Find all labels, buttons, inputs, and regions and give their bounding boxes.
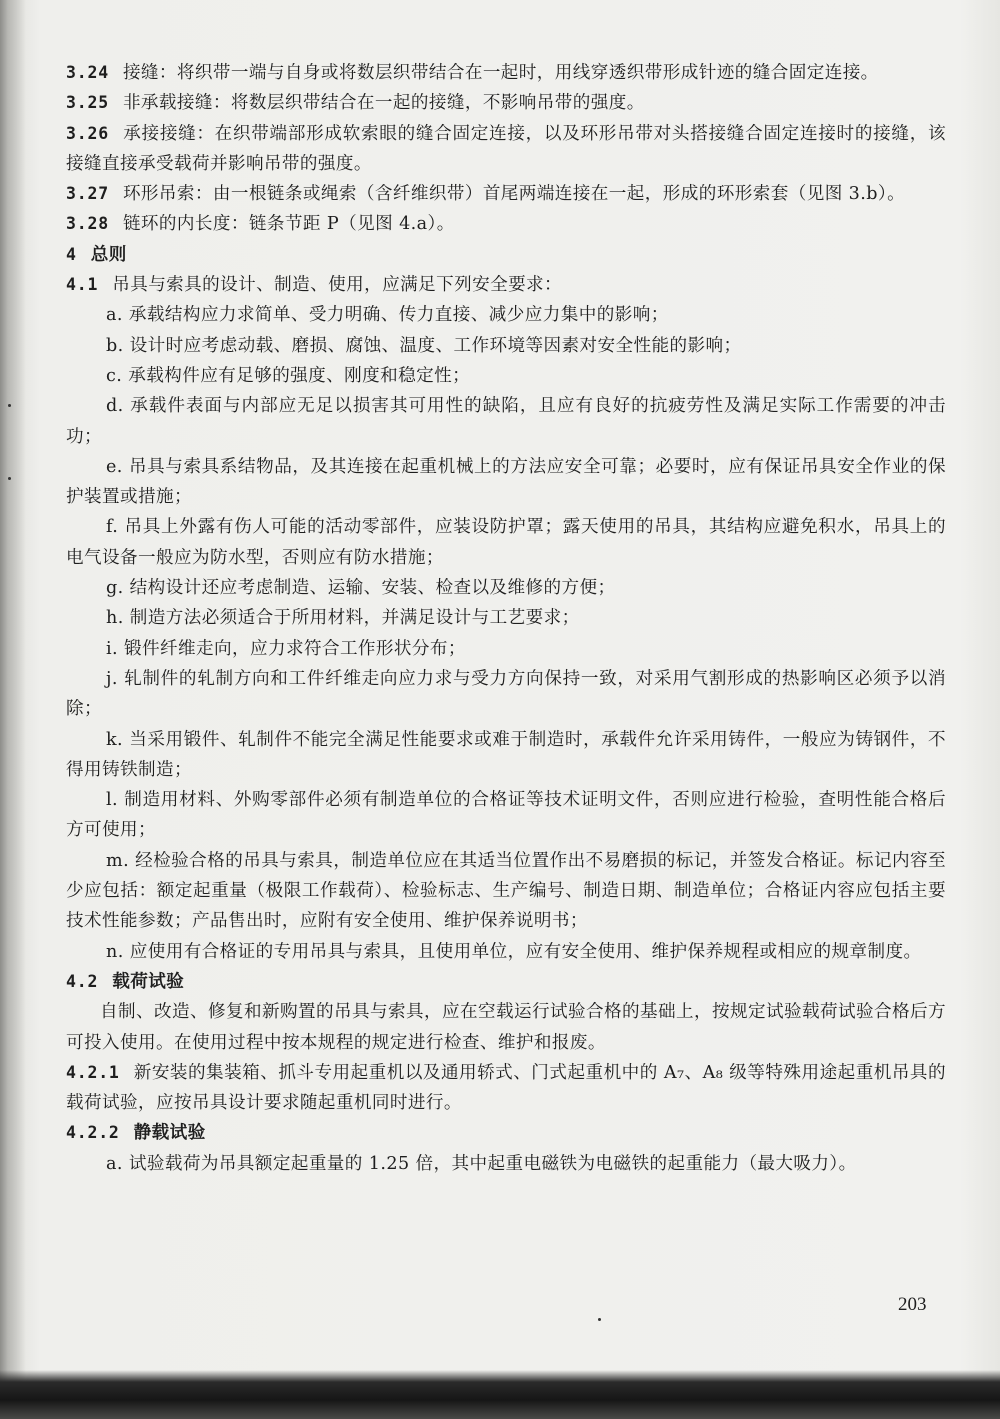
clause-3-28: 3.28 链环的内长度：链条节距 P（见图 4.a）。 bbox=[66, 214, 455, 235]
clause-3-27: 3.27 环形吊索：由一根链条或绳索（含纤维织带）首尾两端连接在一起，形成的环形索套（见图 3.b）。 bbox=[66, 184, 906, 205]
scan-speck bbox=[8, 477, 11, 480]
section-4-2-heading: 4.2 载荷试验 bbox=[66, 970, 185, 992]
list-item-d: d. 承载件表面与内部应无足以损害其可用性的缺陷，且应有良好的抗疲劳性及满足实际工作需要的冲击功； bbox=[66, 396, 946, 447]
list-item-g: g. 结构设计还应考虑制造、运输、安装、检查以及维修的方便； bbox=[106, 578, 616, 599]
list-item-c: c. 承载构件应有足够的强度、刚度和稳定性； bbox=[106, 365, 471, 386]
list-item-k: k. 当采用锻件、轧制件不能完全满足性能要求或难于制造时，承载件允许采用铸件，一般应为铸钢件，不得用铸铁制造； bbox=[66, 729, 946, 780]
list-item-f: f. 吊具上外露有伤人可能的活动零部件，应装设防护罩；露天使用的吊具，其结构应避免积水，吊具上的电气设备一般应为防水型，否则应有防水措施； bbox=[66, 517, 946, 568]
clause-4-2-2-a: a. 试验载荷为吊具额定起重量的 1.25 倍，其中起重电磁铁为电磁铁的起重能力（最大吸力）。 bbox=[106, 1153, 857, 1174]
list-item-a: a. 承载结构应力求简单、受力明确、传力直接、减少应力集中的影响； bbox=[106, 305, 669, 326]
scan-speck bbox=[8, 404, 11, 407]
list-item-n: n. 应使用有合格证的专用吊具与索具，且使用单位，应有安全使用、维护保养规程或相应的规章制度。 bbox=[106, 941, 922, 962]
scan-speck bbox=[598, 1318, 601, 1321]
list-item-b: b. 设计时应考虑动载、磨损、腐蚀、温度、工作环境等因素对安全性能的影响； bbox=[106, 335, 742, 356]
section-4-2-body: 自制、改造、修复和新购置的吊具与索具，应在空载运行试验合格的基础上，按规定试验载荷试验合格后方可投入使用。在使用过程中按本规程的规定进行检查、维护和报废。 bbox=[66, 1002, 946, 1053]
page-content bbox=[66, 58, 946, 1179]
page-number: 203 bbox=[898, 1294, 927, 1315]
page-binding-shadow bbox=[0, 0, 26, 1419]
list-item-i: i. 锻件纤维走向，应力求符合工作形状分布； bbox=[106, 638, 466, 659]
section-4-heading: 4 总则 bbox=[66, 243, 127, 265]
list-item-m: m. 经检验合格的吊具与索具，制造单位应在其适当位置作出不易磨损的标记，并签发合格证。标记内容至少应包括：额定起重量（极限工作载荷）、检验标志、生产编号、制造日期、制造单位；合格证内容应包括主要技术性能参数；产品售出时，应附有安全使用、维护保养说明书； bbox=[66, 850, 946, 932]
clause-3-25: 3.25 非承载接缝：将数层织带结合在一起的接缝，不影响吊带的强度。 bbox=[66, 93, 645, 114]
list-item-h: h. 制造方法必须适合于所用材料，并满足设计与工艺要求； bbox=[106, 608, 580, 629]
section-4-2-2-heading: 4.2.2 静载试验 bbox=[66, 1122, 206, 1144]
page-bottom-shadow bbox=[0, 1370, 1000, 1419]
list-item-e: e. 吊具与索具系结物品，及其连接在起重机械上的方法应安全可靠；必要时，应有保证吊具安全作业的保护装置或措施； bbox=[66, 456, 946, 508]
clause-4-1: 4.1 吊具与索具的设计、制造、使用，应满足下列安全要求： bbox=[66, 275, 563, 296]
clause-3-24: 3.24 接缝：将织带一端与自身或将数层织带结合在一起时，用线穿透织带形成针迹的缝合固定连接。 bbox=[66, 63, 879, 83]
list-item-l: l. 制造用材料、外购零部件必须有制造单位的合格证等技术证明文件，否则应进行检验，查明性能合格后方可使用； bbox=[66, 790, 946, 841]
clause-3-26: 3.26 承接接缝：在织带端部形成软索眼的缝合固定连接，以及环形吊带对头搭接缝合固定连接时的接缝，该接缝直接承受载荷并影响吊带的强度。 bbox=[66, 123, 946, 174]
list-item-j: j. 轧制件的轧制方向和工件纤维走向应力求与受力方向保持一致，对采用气割形成的热影响区必须予以消除； bbox=[66, 668, 946, 720]
clause-4-2-1: 4.2.1 新安装的集装箱、抓斗专用起重机以及通用轿式、门式起重机中的 A₇、A₈ 级等特殊用途起重机吊具的载荷试验，应按吊具设计要求随起重机同时进行。 bbox=[66, 1062, 946, 1114]
